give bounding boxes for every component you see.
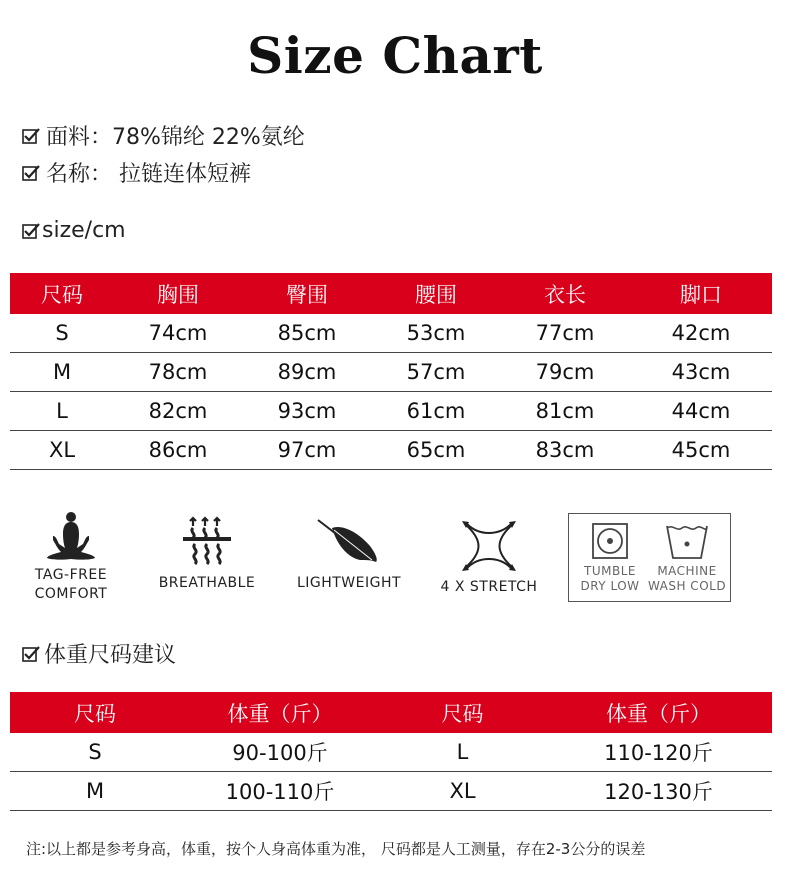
table-cell: 44cm [630,392,772,431]
breathable-label: BREATHABLE [158,575,256,591]
machine-wash-cold-feature [647,522,727,594]
col-header-size: 尺码 [380,692,545,733]
table-cell: L [380,733,545,772]
tumble-dry-icon [591,522,629,560]
unit-text: size/cm [42,218,126,243]
col-header-leg-opening: 脚口 [630,273,772,314]
table-cell: 100-110斤 [180,772,380,811]
meditation-figure-icon [41,510,101,562]
fabric-line [22,120,305,151]
feather-icon [314,516,384,566]
table-cell: 85cm [242,314,372,353]
col-header-size: 尺码 [10,273,114,314]
table-cell: M [10,772,180,811]
table-cell: 83cm [500,431,630,470]
table-cell: 110-120斤 [545,733,772,772]
weight-section-heading [22,638,176,669]
table-cell: S [10,314,114,353]
table-cell: 43cm [630,353,772,392]
wash-tub-icon [665,522,709,560]
table-cell: 74cm [114,314,242,353]
table-row [10,314,772,353]
unit-line [22,218,126,243]
table-cell: 97cm [242,431,372,470]
product-name-text: 名称： 拉链连体短裤 [46,162,251,187]
breathable-feature [152,514,262,593]
table-cell: 86cm [114,431,242,470]
col-header-hip: 臀围 [242,273,372,314]
table-cell: 79cm [500,353,630,392]
col-header-size: 尺码 [10,692,180,733]
table-cell: S [10,733,180,772]
table-row [10,772,772,811]
table-cell: 93cm [242,392,372,431]
page-title: Size Chart [247,26,543,85]
care-instructions-box [568,513,731,602]
size-table [10,273,772,470]
lightweight-feature [290,516,408,593]
measurement-note: 注:以上都是参考身高，体重，按个人身高体重为准， 尺码都是人工测量，存在2-3公分的误差 [26,840,646,858]
table-row [10,392,772,431]
table-cell: 77cm [500,314,630,353]
table-cell: 45cm [630,431,772,470]
table-cell: 89cm [242,353,372,392]
table-cell: M [10,353,114,392]
col-header-length: 衣长 [500,273,630,314]
feature-icons [20,510,760,610]
fabric-text: 面料：78%锦纶 22%氨纶 [46,125,305,150]
tag-free-label-1: TAG-FREE [34,567,108,583]
weight-table-header-row [10,692,772,733]
checkbox-checked-icon [22,645,40,663]
table-cell: L [10,392,114,431]
col-header-weight: 体重（斤） [545,692,772,733]
col-header-weight: 体重（斤） [180,692,380,733]
wash-label-1: MACHINE [657,564,717,578]
tumble-label-1: TUMBLE [584,564,636,578]
four-way-stretch-icon [457,518,521,574]
stretch-feature [430,518,548,597]
table-cell: 78cm [114,353,242,392]
lightweight-label: LIGHTWEIGHT [296,575,402,591]
wash-label-2: WASH COLD [647,579,727,593]
col-header-waist: 腰围 [372,273,500,314]
checkbox-checked-icon [22,127,40,145]
weight-table [10,692,772,811]
tumble-dry-low-feature [573,522,647,594]
table-cell: 120-130斤 [545,772,772,811]
tag-free-label-2: COMFORT [34,586,108,602]
checkbox-checked-icon [22,164,40,182]
name-line [22,157,251,188]
table-cell: XL [380,772,545,811]
table-cell: 81cm [500,392,630,431]
table-cell: 61cm [372,392,500,431]
weight-section-title: 体重尺码建议 [44,643,177,668]
table-cell: 65cm [372,431,500,470]
table-cell: 53cm [372,314,500,353]
checkbox-checked-icon [22,222,40,240]
tumble-label-2: DRY LOW [580,579,640,593]
table-cell: 42cm [630,314,772,353]
size-table-header-row [10,273,772,314]
tag-free-comfort-feature [20,510,122,604]
table-row [10,353,772,392]
table-cell: 90-100斤 [180,733,380,772]
table-row [10,431,772,470]
table-cell: 82cm [114,392,242,431]
table-cell: 57cm [372,353,500,392]
table-cell: XL [10,431,114,470]
breathable-icon [177,514,237,566]
table-row [10,733,772,772]
col-header-chest: 胸围 [114,273,242,314]
stretch-label: 4 X STRETCH [440,579,538,595]
